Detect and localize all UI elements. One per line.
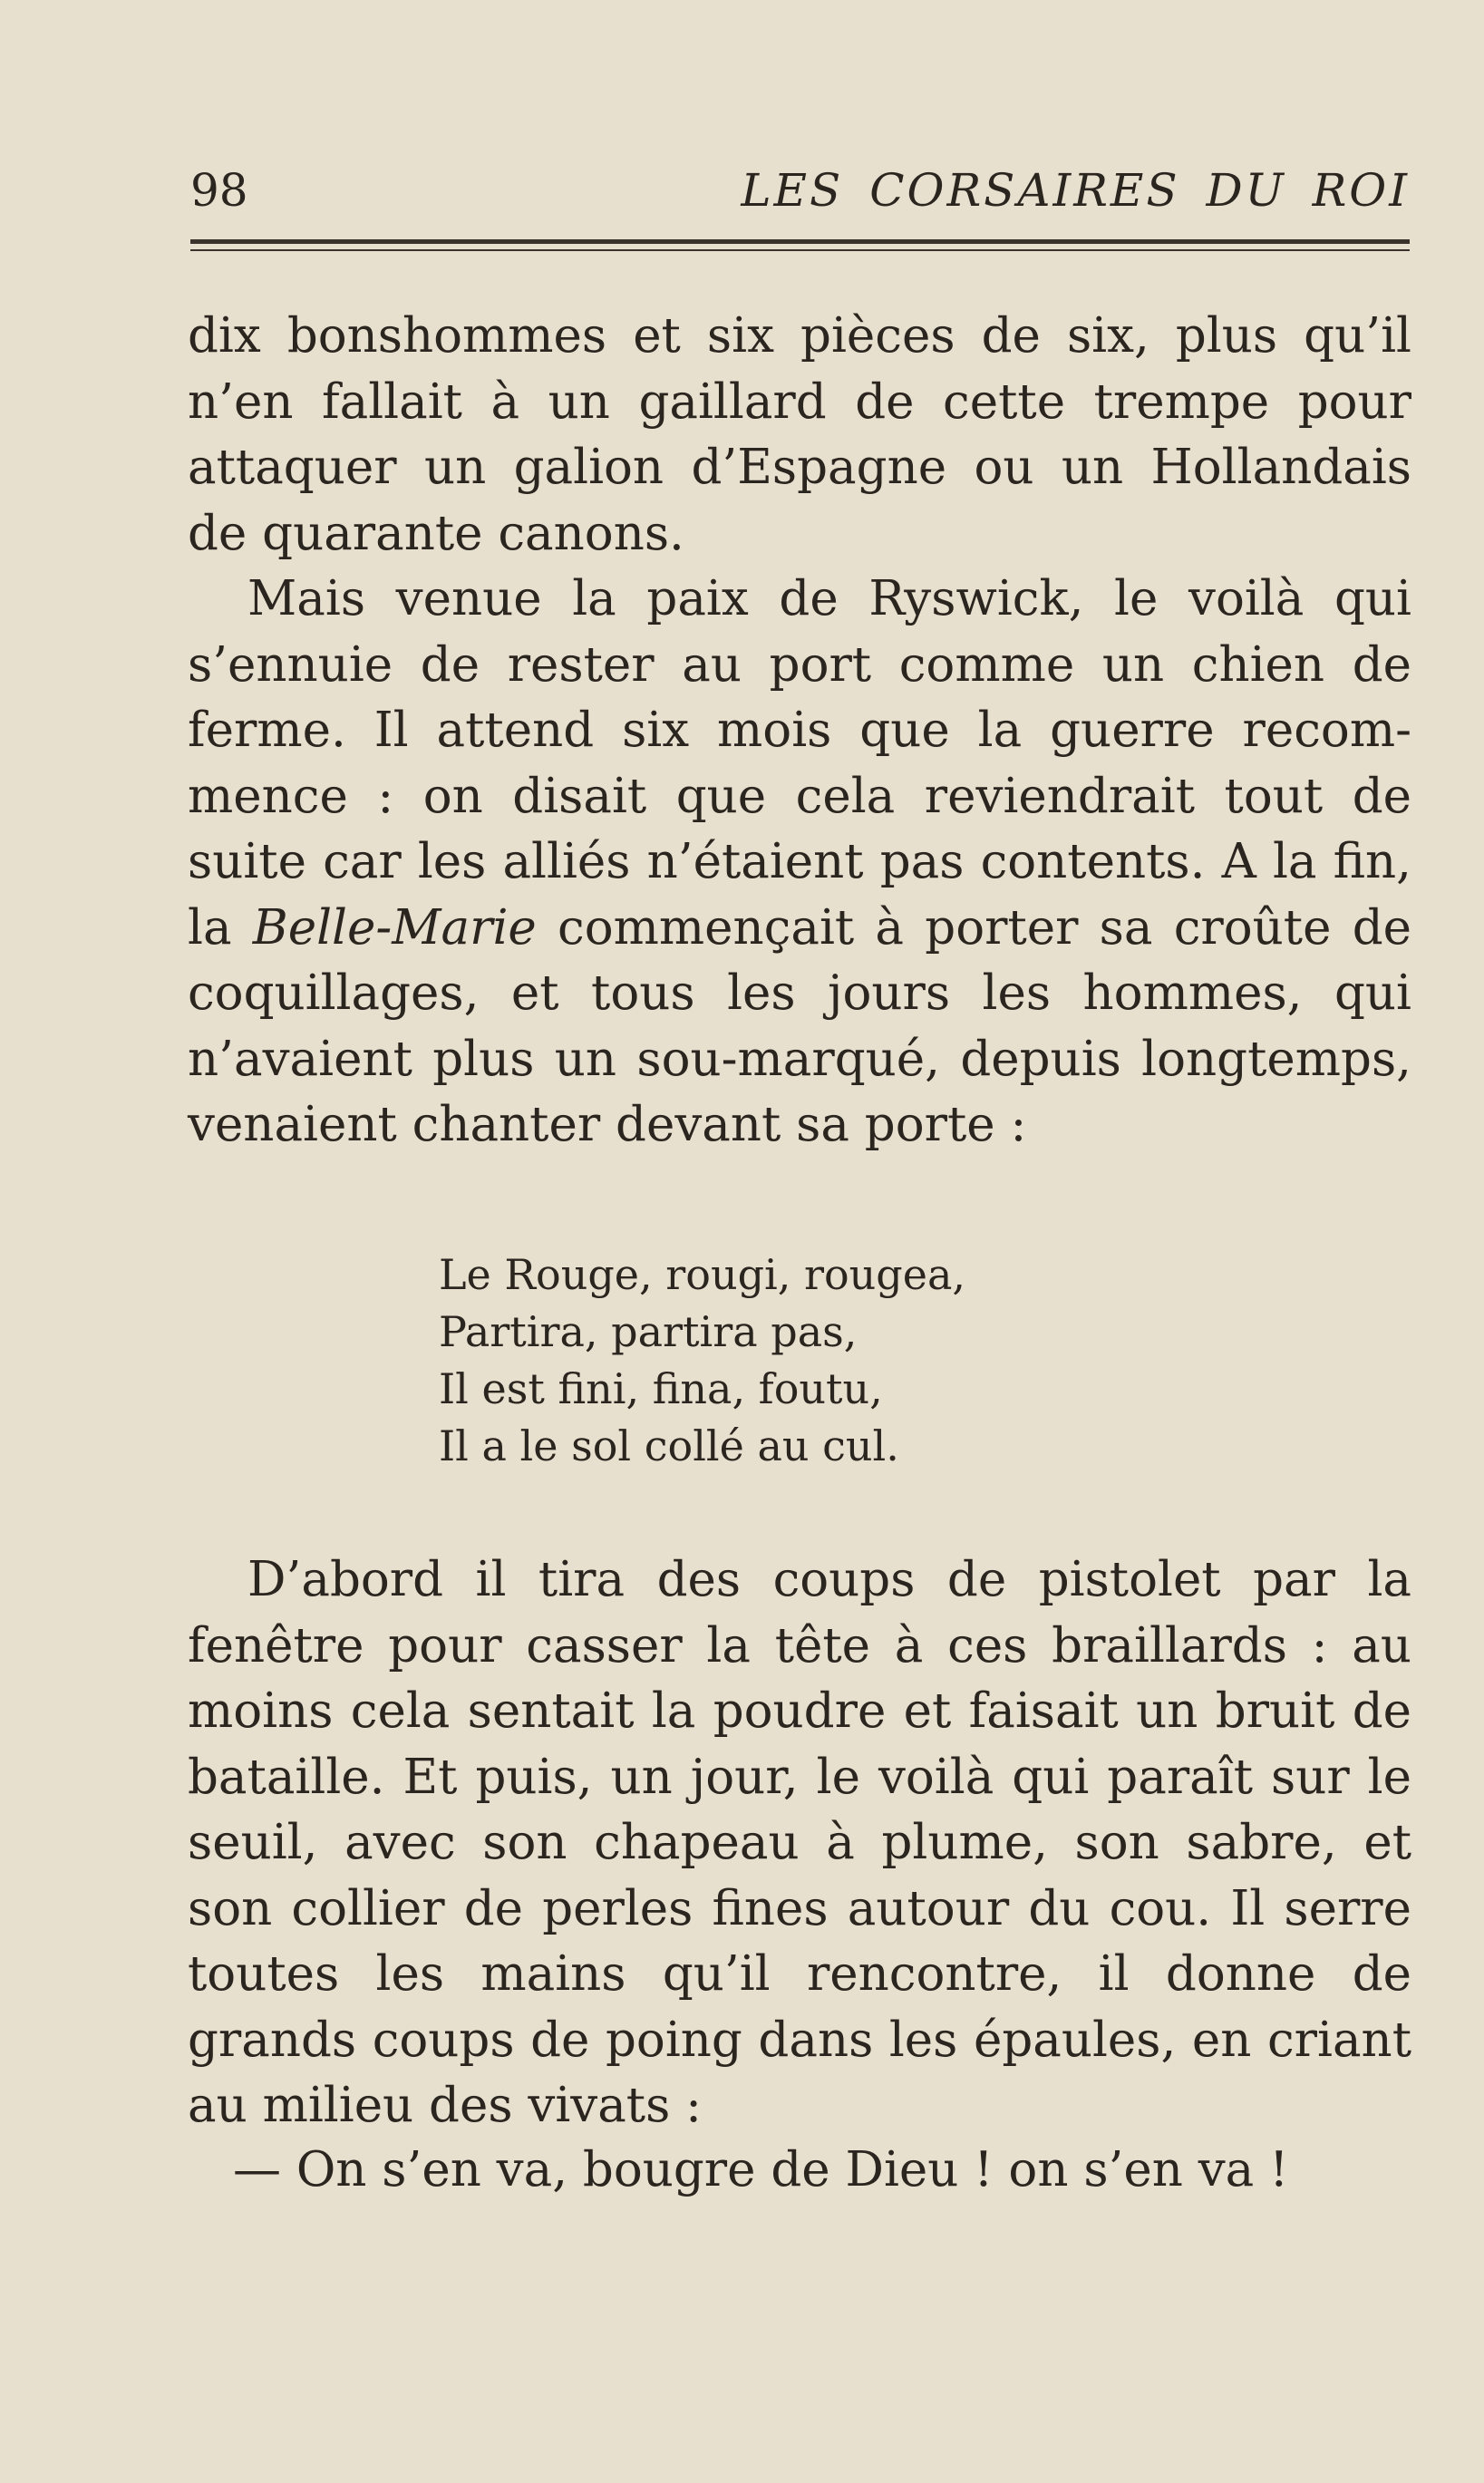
- verse-line: Il a le sol collé au cul.: [439, 1421, 899, 1470]
- paragraph-1: dix bonshommes et six pièces de six, plus qu’il n’en fallait à un gaillard de cette trempe pour attaquer un galion d’Espagne ou un Hollandais de quarante canons.: [188, 308, 1411, 561]
- header-rule-thick: [190, 239, 1410, 244]
- running-head: LES CORSAIRES DU ROI: [741, 164, 1410, 217]
- ship-name: Belle-Marie: [252, 899, 537, 955]
- song-verse: [439, 1246, 965, 1475]
- paragraph-3: D’abord il tira des coups de pistolet par la fenêtre pour casser la tête à ces braillards : au moins cela sentait la poudre et faisait un bruit de bataille. Et puis, un jour, le voilà qui paraît sur le seuil, avec son chapeau à plume, son sabre, et son collier de perles fines autour du cou. Il serre toutes les mains qu’il rencontre, il donne de grands coups de poing dans les épaules, en criant au milieu des vivats :: [188, 1552, 1411, 2133]
- paragraph-2-text-b: commençait à porter sa croûte de coquillages, et tous les jours les hommes, qui n’avaient plus un sou-marqué, depuis longtemps, venaient chanter devant sa porte :: [188, 899, 1411, 1152]
- header-rule-thin: [190, 249, 1410, 251]
- paragraph-2: [188, 567, 1411, 1159]
- paragraph-2-text-a: Mais venue la paix de Ryswick, le voilà qui s’ennuie de rester au port comme un chien de ferme. Il attend six mois que la guerre recommence : on disait que cela reviendrait tout de suite car les alliés n’étaient pas contents. A la fin, la: [188, 571, 1411, 955]
- verse-line: Il est fini, fina, foutu,: [439, 1364, 883, 1413]
- page-header: [190, 159, 1410, 222]
- page-number: 98: [190, 164, 248, 217]
- verse-line: Partira, partira pas,: [439, 1307, 858, 1356]
- dialogue-line: — On s’en va, bougre de Dieu ! on s’en va !: [233, 2142, 1289, 2197]
- verse-line: Le Rouge, rougi, rougea,: [439, 1250, 965, 1299]
